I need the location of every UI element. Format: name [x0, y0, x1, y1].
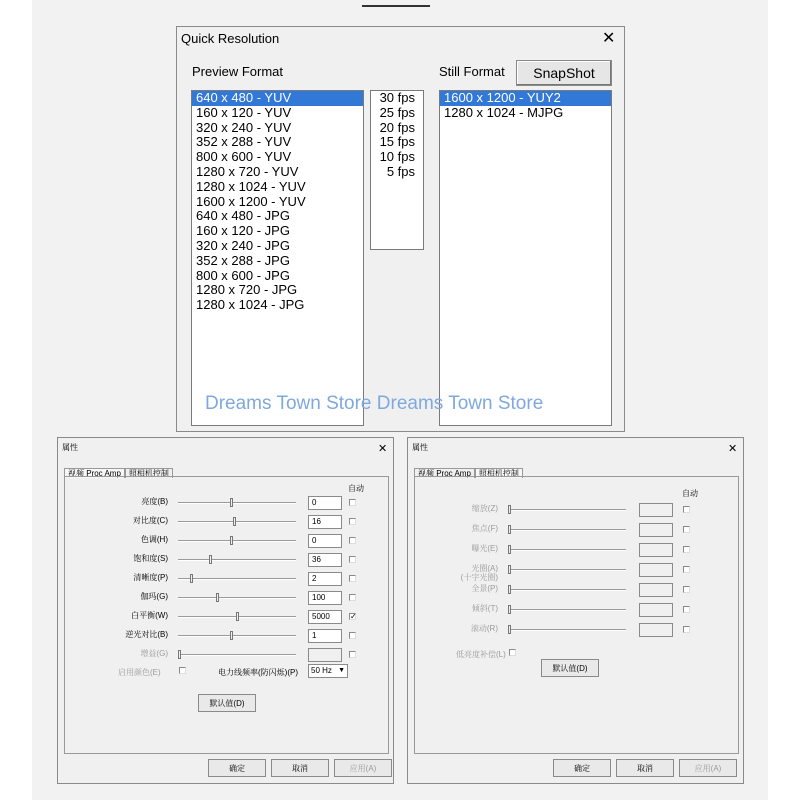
slider-sublabel: (十字光圈)	[460, 573, 498, 582]
apply-button[interactable]: 应用(A)	[679, 759, 737, 777]
slider-label: 焦点(F)	[471, 524, 498, 533]
value-field[interactable]: 16	[308, 515, 342, 529]
slider-label: 增益(G)	[140, 649, 168, 658]
value-field[interactable]: 5000	[308, 610, 342, 624]
slider-track[interactable]	[508, 589, 626, 591]
slider-track[interactable]	[178, 578, 296, 580]
slider-track[interactable]	[178, 502, 296, 504]
slider-track[interactable]	[178, 654, 296, 656]
slider-track[interactable]	[508, 549, 626, 551]
fps-item[interactable]: 10 fps	[379, 149, 415, 165]
slider-thumb[interactable]	[178, 650, 181, 659]
value-field[interactable]: 0	[308, 534, 342, 548]
slider-thumb[interactable]	[230, 631, 233, 640]
preview-format-item[interactable]: 1280 x 1024 - YUV	[196, 178, 306, 194]
chevron-down-icon: ▼	[338, 667, 345, 674]
cancel-button[interactable]: 取消	[271, 759, 329, 777]
slider-label: 伽玛(G)	[140, 592, 168, 601]
slider-track[interactable]	[178, 540, 296, 542]
powerline-select[interactable]	[308, 664, 348, 678]
slider-track[interactable]	[508, 509, 626, 511]
close-icon[interactable]: ✕	[378, 443, 388, 455]
tab-bar	[64, 463, 173, 476]
slider-label: 逆光对比(B)	[125, 630, 168, 639]
default-button[interactable]: 默认值(D)	[198, 694, 256, 712]
slider-label: 亮度(B)	[141, 497, 168, 506]
auto-checkbox[interactable]	[683, 526, 690, 533]
slider-thumb[interactable]	[230, 498, 233, 507]
preview-format-item[interactable]: 800 x 600 - JPG	[196, 267, 290, 283]
value-field[interactable]	[639, 603, 673, 617]
slider-thumb[interactable]	[209, 555, 212, 564]
value-field[interactable]: 2	[308, 572, 342, 586]
slider-label: 曝光(E)	[471, 544, 498, 553]
value-field[interactable]	[639, 583, 673, 597]
auto-checkbox[interactable]	[349, 594, 356, 601]
preview-format-item[interactable]: 1280 x 1024 - JPG	[196, 297, 305, 313]
value-field[interactable]: 100	[308, 591, 342, 605]
slider-label: 白平衡(W)	[131, 611, 168, 620]
slider-track[interactable]	[508, 609, 626, 611]
auto-checkbox[interactable]: ✓	[350, 612, 357, 621]
still-format-item[interactable]: 1280 x 1024 - MJPG	[444, 104, 564, 120]
slider-track[interactable]	[508, 569, 626, 571]
color-enable-label: 启用颜色(E)	[118, 668, 161, 677]
cancel-button[interactable]: 取消	[616, 759, 674, 777]
slider-thumb[interactable]	[230, 536, 233, 545]
slider-label: 缩放(Z)	[471, 504, 498, 513]
tab-video-proc-amp[interactable]: 视频 Proc Amp	[414, 468, 475, 478]
preview-format-item[interactable]: 640 x 480 - JPG	[196, 208, 290, 224]
tab-page	[414, 476, 739, 754]
preview-format-item[interactable]: 800 x 600 - YUV	[196, 149, 292, 165]
slider-thumb[interactable]	[233, 517, 236, 526]
properties-window-camera	[407, 437, 744, 784]
window-title: 属性	[62, 443, 78, 452]
slider-track[interactable]	[508, 629, 626, 631]
auto-checkbox[interactable]	[349, 651, 356, 658]
low-light-label: 低亮度补偿(L)	[456, 650, 506, 659]
fps-item[interactable]: 15 fps	[379, 134, 415, 150]
auto-header: 自动	[682, 489, 698, 498]
quick-resolution-window	[176, 26, 625, 432]
window-title: 属性	[412, 443, 428, 452]
slider-track[interactable]	[178, 559, 296, 561]
auto-checkbox[interactable]	[683, 506, 690, 513]
slider-thumb[interactable]	[508, 565, 511, 574]
default-button[interactable]: 默认值(D)	[541, 659, 599, 677]
slider-thumb[interactable]	[508, 525, 511, 534]
preview-format-item[interactable]: 1280 x 720 - YUV	[196, 163, 299, 179]
fps-item[interactable]: 5 fps	[386, 163, 415, 179]
still-format-list[interactable]	[439, 90, 612, 426]
ok-button[interactable]: 确定	[553, 759, 611, 777]
slider-thumb[interactable]	[508, 625, 511, 634]
value-field[interactable]	[639, 563, 673, 577]
preview-format-list[interactable]	[191, 90, 364, 426]
slider-label: 倾斜(T)	[471, 604, 498, 613]
slider-thumb[interactable]	[236, 612, 239, 621]
slider-thumb[interactable]	[508, 585, 511, 594]
tab-video-proc-amp[interactable]: 视频 Proc Amp	[64, 468, 125, 478]
auto-checkbox[interactable]	[683, 566, 690, 573]
still-format-item[interactable]: 1600 x 1200 - YUY2	[440, 91, 611, 106]
slider-track[interactable]	[178, 635, 296, 637]
slider-thumb[interactable]	[216, 593, 219, 602]
slider-label: 色调(H)	[140, 535, 168, 544]
auto-checkbox[interactable]	[349, 518, 356, 525]
auto-checkbox[interactable]	[349, 556, 356, 563]
slider-thumb[interactable]	[508, 545, 511, 554]
tab-camera-control[interactable]: 照相机控制	[475, 468, 523, 478]
value-field[interactable]: 0	[308, 496, 342, 510]
preview-format-item[interactable]: 320 x 240 - YUV	[196, 119, 292, 135]
preview-format-item[interactable]: 352 x 288 - JPG	[196, 252, 290, 268]
auto-checkbox[interactable]	[349, 575, 356, 582]
preview-format-item[interactable]: 1280 x 720 - JPG	[196, 282, 298, 298]
properties-window-procamp	[57, 437, 394, 784]
value-field[interactable]	[639, 523, 673, 537]
close-icon[interactable]: ✕	[602, 30, 616, 47]
preview-format-item[interactable]: 160 x 120 - JPG	[196, 223, 290, 239]
slider-label: 光圈(A)	[471, 564, 498, 573]
slider-thumb[interactable]	[508, 605, 511, 614]
ok-button[interactable]: 确定	[208, 759, 266, 777]
still-format-label: Still Format	[439, 64, 505, 79]
tab-bar	[414, 463, 523, 476]
window-title: Quick Resolution	[181, 31, 280, 46]
fps-list[interactable]	[370, 90, 424, 250]
slider-label: 对比度(C)	[132, 516, 168, 525]
slider-track[interactable]	[508, 529, 626, 531]
value-field[interactable]	[308, 648, 342, 662]
slider-label: 饱和度(S)	[133, 554, 168, 563]
value-field[interactable]: 36	[308, 553, 342, 567]
powerline-label: 电力线频率(防闪烁)(P)	[218, 668, 298, 677]
value-field[interactable]	[639, 623, 673, 637]
auto-checkbox[interactable]	[349, 499, 356, 506]
snapshot-button[interactable]: SnapShot	[516, 60, 612, 86]
slider-track[interactable]	[178, 597, 296, 599]
fps-item[interactable]: 20 fps	[379, 119, 415, 135]
auto-checkbox[interactable]	[683, 626, 690, 633]
preview-format-item[interactable]: 160 x 120 - YUV	[196, 104, 292, 120]
slider-label: 滚动(R)	[470, 624, 498, 633]
slider-track[interactable]	[178, 521, 296, 523]
preview-format-item[interactable]: 352 x 288 - YUV	[196, 134, 292, 150]
slider-label: 清晰度(P)	[133, 573, 168, 582]
auto-header: 自动	[348, 484, 364, 493]
auto-checkbox[interactable]	[683, 546, 690, 553]
preview-format-item[interactable]: 320 x 240 - JPG	[196, 237, 290, 253]
slider-label: 全景(P)	[471, 584, 498, 593]
value-field[interactable]: 1	[308, 629, 342, 643]
preview-format-item[interactable]: 1600 x 1200 - YUV	[196, 193, 306, 209]
powerline-value: 50 Hz	[311, 666, 332, 675]
value-field[interactable]	[639, 543, 673, 557]
slider-thumb[interactable]	[190, 574, 193, 583]
fps-item[interactable]: 30 fps	[379, 90, 415, 105]
color-enable-checkbox[interactable]	[179, 667, 186, 674]
slider-thumb[interactable]	[508, 505, 511, 514]
close-icon[interactable]: ✕	[728, 443, 738, 455]
low-light-checkbox[interactable]	[509, 649, 516, 656]
auto-checkbox[interactable]	[683, 606, 690, 613]
value-field[interactable]	[639, 503, 673, 517]
preview-format-label: Preview Format	[192, 64, 284, 79]
auto-checkbox[interactable]	[349, 632, 356, 639]
tab-camera-control[interactable]: 照相机控制	[125, 468, 173, 478]
preview-format-item[interactable]: 640 x 480 - YUV	[192, 91, 363, 106]
fps-item[interactable]: 25 fps	[379, 104, 415, 120]
auto-checkbox[interactable]	[683, 586, 690, 593]
apply-button[interactable]: 应用(A)	[334, 759, 392, 777]
watermark-text: Dreams Town Store Dreams Town Store	[205, 393, 544, 414]
top-divider	[362, 5, 430, 7]
auto-checkbox[interactable]	[349, 537, 356, 544]
